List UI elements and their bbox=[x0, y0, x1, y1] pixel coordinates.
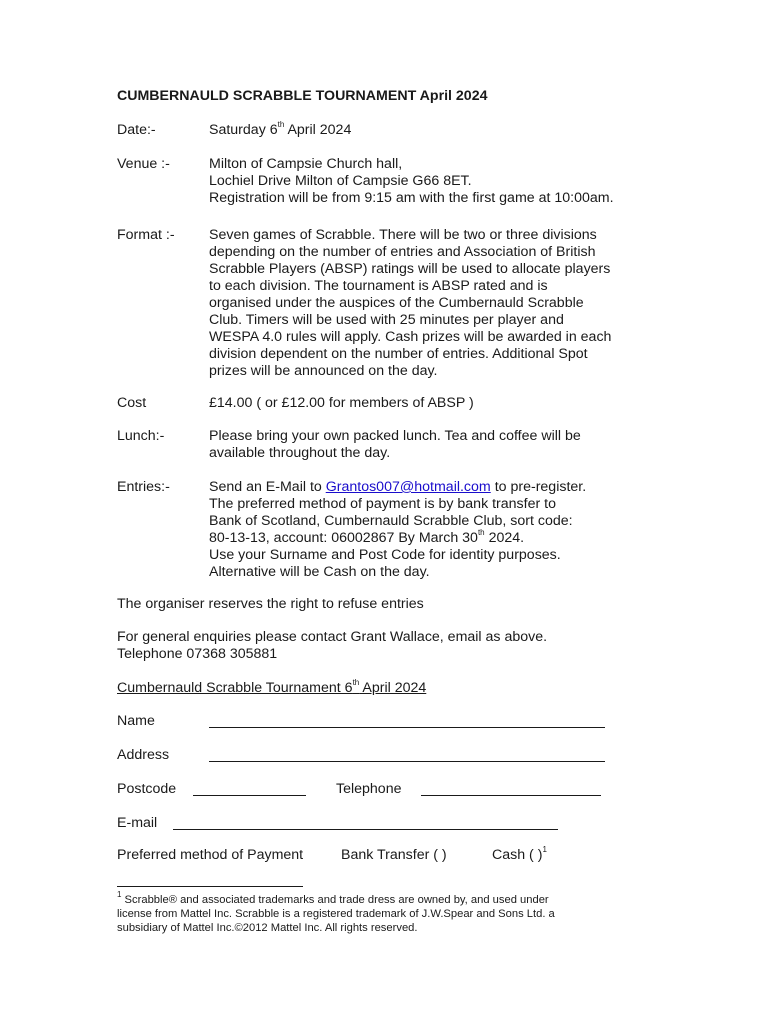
telephone-line: Telephone 07368 305881 bbox=[117, 646, 278, 662]
postcode-field[interactable] bbox=[193, 795, 306, 796]
entry-form-heading bbox=[117, 680, 426, 697]
venue-line: Registration will be from 9:15 am with the first game at 10:00am. bbox=[209, 190, 614, 206]
format-line: Club. Timers will be used with 25 minutes per player and bbox=[209, 312, 564, 328]
email-label: E-mail bbox=[117, 815, 158, 831]
email-link[interactable]: Grantos007@hotmail.com bbox=[325, 479, 491, 495]
format-line: Seven games of Scrabble. There will be two or three divisions bbox=[209, 227, 597, 243]
venue-line: Milton of Campsie Church hall, bbox=[209, 156, 403, 172]
entries-line bbox=[209, 530, 664, 547]
date-day: Saturday 6 bbox=[209, 122, 278, 138]
venue-label: Venue :- bbox=[117, 156, 170, 172]
cost-value: £14.00 ( or £12.00 for members of ABSP ) bbox=[209, 395, 474, 411]
entries-account-text: 80-13-13, account: 06002867 By March 30 bbox=[209, 530, 478, 546]
enquiries-line: For general enquiries please contact Grant Wallace, email as above. bbox=[117, 629, 548, 645]
entries-value bbox=[209, 479, 664, 581]
document-title: CUMBERNAULD SCRABBLE TOURNAMENT April 2024 bbox=[117, 88, 488, 104]
form-heading-ordinal: th bbox=[352, 678, 360, 688]
name-label: Name bbox=[117, 713, 155, 729]
format-line: depending on the number of entries and Association of British bbox=[209, 244, 596, 260]
organiser-note: The organiser reserves the right to refuse entries bbox=[117, 596, 424, 612]
telephone-label: Telephone bbox=[336, 781, 402, 797]
footnote-ref: 1 bbox=[542, 845, 547, 855]
lunch-value bbox=[209, 428, 664, 462]
payment-label: Preferred method of Payment bbox=[117, 847, 304, 863]
entries-year-text: 2024. bbox=[484, 530, 525, 546]
lunch-label: Lunch:- bbox=[117, 428, 165, 444]
footnote-text: Scrabble® and associated trademarks and trade dress are owned by, and used under bbox=[121, 894, 549, 906]
venue-line: Lochiel Drive Milton of Campsie G66 8ET. bbox=[209, 173, 472, 189]
date-label: Date:- bbox=[117, 122, 156, 138]
form-heading-date: April 2024 bbox=[359, 680, 427, 696]
entries-send-text: Send an E-Mail to bbox=[209, 479, 326, 495]
entries-line: Alternative will be Cash on the day. bbox=[209, 564, 430, 580]
footnote-line: subsidiary of Mattel Inc.©2012 Mattel Inc. All rights reserved. bbox=[117, 922, 418, 934]
venue-value bbox=[209, 156, 664, 207]
format-line: Scrabble Players (ABSP) ratings will be used to allocate players bbox=[209, 261, 611, 277]
format-line: organised under the auspices of the Cumbernauld Scrabble bbox=[209, 295, 584, 311]
footnote-divider bbox=[117, 886, 303, 887]
entries-ordinal: th bbox=[477, 528, 485, 538]
date-value bbox=[209, 122, 664, 139]
cash-option-text: Cash ( ) bbox=[492, 847, 543, 863]
format-line: to each division. The tournament is ABSP rated and is bbox=[209, 278, 548, 294]
bank-transfer-option[interactable]: Bank Transfer ( ) bbox=[341, 847, 447, 863]
entries-line: Bank of Scotland, Cumbernauld Scrabble Club, sort code: bbox=[209, 513, 573, 529]
postcode-label: Postcode bbox=[117, 781, 177, 797]
format-line: division dependent on the number of entries. Additional Spot bbox=[209, 346, 588, 362]
date-month-year: April 2024 bbox=[284, 122, 352, 138]
entries-line: Use your Surname and Post Code for identity purposes. bbox=[209, 547, 561, 563]
form-heading-text: Cumbernauld Scrabble Tournament 6 bbox=[117, 680, 353, 696]
lunch-line: available throughout the day. bbox=[209, 445, 391, 461]
format-value bbox=[209, 227, 664, 380]
telephone-field[interactable] bbox=[421, 795, 601, 796]
cash-option[interactable] bbox=[492, 847, 547, 864]
email-field[interactable] bbox=[173, 829, 558, 830]
format-line: WESPA 4.0 rules will apply. Cash prizes will be awarded in each bbox=[209, 329, 612, 345]
cost-label: Cost bbox=[117, 395, 147, 411]
footnote-marker: 1 bbox=[117, 890, 122, 900]
footnote bbox=[117, 890, 637, 935]
format-label: Format :- bbox=[117, 227, 175, 243]
address-field[interactable] bbox=[209, 761, 605, 762]
address-label: Address bbox=[117, 747, 170, 763]
entries-line: The preferred method of payment is by bank transfer to bbox=[209, 496, 556, 512]
name-field[interactable] bbox=[209, 727, 605, 728]
lunch-line: Please bring your own packed lunch. Tea and coffee will be bbox=[209, 428, 581, 444]
format-line: prizes will be announced on the day. bbox=[209, 363, 438, 379]
footnote-line bbox=[117, 890, 637, 907]
entries-label: Entries:- bbox=[117, 479, 170, 495]
entries-line bbox=[209, 479, 664, 496]
entries-preregister-text: to pre-register. bbox=[490, 479, 587, 495]
footnote-line: license from Mattel Inc. Scrabble is a registered trademark of J.W.Spear and Sons Ltd. a bbox=[117, 908, 555, 920]
date-ordinal: th bbox=[277, 120, 285, 130]
